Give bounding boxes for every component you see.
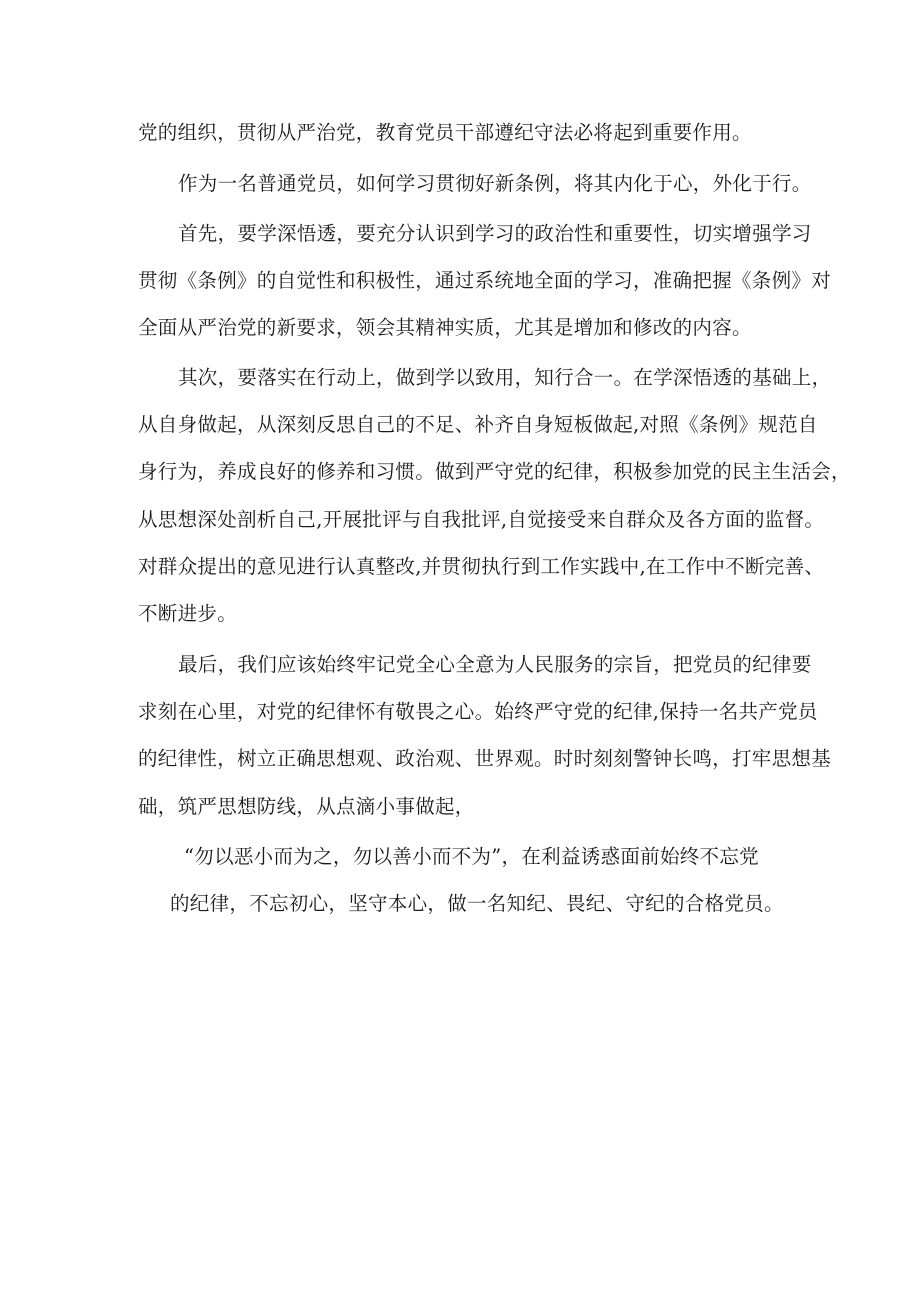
text-line: 对群众提出的意见进行认真整改,并贯彻执行到工作实践中,在工作中不断完善、	[138, 555, 825, 578]
text-line: 的纪律，不忘初心，坚守本心，做一名知纪、畏纪、守纪的合格党员。	[170, 892, 784, 915]
text-line: 从思想深处剖析自己,开展批评与自我批评,自觉接受来自群众及各方面的监督。	[138, 508, 825, 531]
text-line: 全面从严治党的新要求，领会其精神实质，尤其是增加和修改的内容。	[138, 316, 752, 339]
text-line: 最后，我们应该始终牢记党全心全意为人民服务的宗旨，把党员的纪律要	[178, 653, 812, 676]
text-line: 础，筑严思想防线，从点滴小事做起，	[138, 795, 475, 818]
text-line: 首先，要学深悟透，要充分认识到学习的政治性和重要性，切实增强学习	[178, 222, 812, 245]
quote-line: “勿以恶小而为之，勿以善小而不为”，在利益诱惑面前始终不忘党	[184, 845, 759, 868]
text-line: 其次，要落实在行动上，做到学以致用，知行合一。在学深悟透的基础上，	[178, 366, 832, 389]
text-line: 党的组织，贯彻从严治党，教育党员干部遵纪守法必将起到重要作用。	[138, 121, 752, 144]
text-line: 的纪律性，树立正确思想观、政治观、世界观。时时刻刻警钟长鸣，打牢思想基	[138, 747, 832, 770]
text-line: 作为一名普通党员，如何学习贯彻好新条例，将其内化于心，外化于行。	[178, 172, 812, 195]
text-line: 身行为，养成良好的修养和习惯。做到严守党的纪律，积极参加党的民主生活会，	[138, 460, 851, 483]
text-line: 从自身做起，从深刻反思自己的不足、补齐自身短板做起,对照《条例》规范自	[138, 413, 818, 436]
text-line: 贯彻《条例》的自觉性和积极性，通过系统地全面的学习，准确把握《条例》对	[138, 269, 832, 292]
text-line: 求刻在心里，对党的纪律怀有敬畏之心。始终严守党的纪律,保持一名共产党员	[138, 700, 818, 723]
text-line: 不断进步。	[138, 602, 238, 625]
